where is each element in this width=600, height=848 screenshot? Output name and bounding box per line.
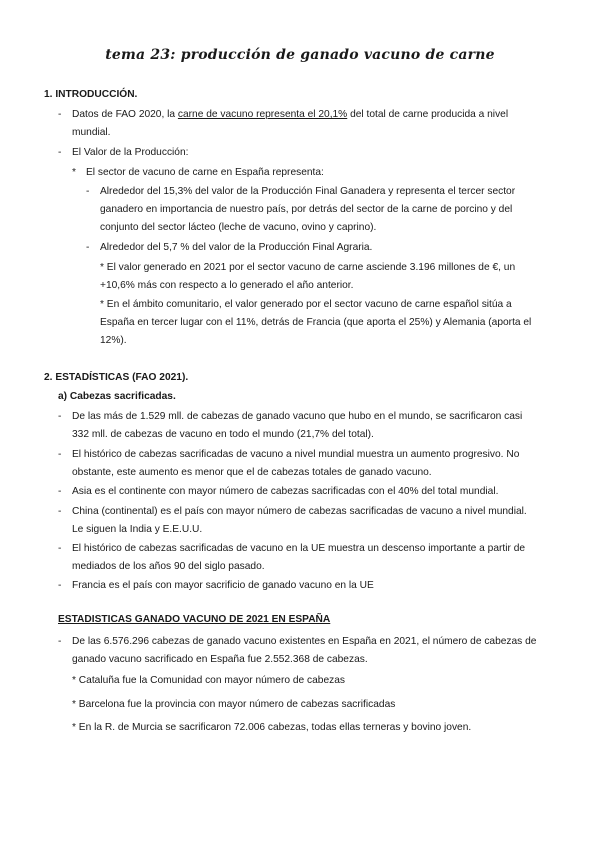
stats-item-line: Asia es el continente con mayor número de cabezas sacrificadas con el 40% del total mundial. [72,486,499,497]
intro-sub-pfg-line: conjunto del sector lácteo (leche de vacuno, ovino y caprino). [100,222,377,233]
stats-item [72,503,572,539]
intro-sub-pfg [100,183,570,237]
stats-item-line: El histórico de cabezas sacrificadas de vacuno en la UE muestra un descenso importante a partir de [72,543,526,554]
dash-bullet: - [58,486,62,497]
intro-note-eu-ranking [100,296,570,350]
dash-bullet: - [86,242,90,253]
intro-sub-pfg-line: ganadero en importancia de nuestro país, por detrás del sector de la carne de porcino y del [100,204,513,215]
section-2-heading: 2. ESTADÍSTICAS (FAO 2021). [44,372,189,383]
spain-note: * Barcelona fue la provincia con mayor número de cabezas sacrificadas [72,699,396,710]
stats-item-line: obstante, este aumento es menor que el de cabezas totales de ganado vacuno. [72,467,432,478]
spain-note: * Cataluña fue la Comunidad con mayor número de cabezas [72,675,345,686]
spain-stats-item [72,633,577,669]
note-line: * En el ámbito comunitario, el valor generado por el sector vacuno de carne español sitúa a [100,299,512,310]
spain-stats-line: De las 6.576.296 cabezas de ganado vacuno existentes en España en 2021, el número de cabezas de [72,636,537,647]
dash-bullet: - [58,449,62,460]
page-title: tema 23: producción de ganado vacuno de carne [105,47,495,63]
stats-item [72,483,572,501]
stats-item-line: El histórico de cabezas sacrificadas de vacuno a nivel mundial muestra un aumento progresivo. No [72,449,520,460]
dash-bullet: - [58,147,62,158]
section-1-heading: 1. INTRODUCCIÓN. [44,89,138,100]
stats-item-line: De las más de 1.529 mll. de cabezas de ganado vacuno que hubo en el mundo, se sacrificaron casi [72,411,523,422]
intro-sub-pfg-line: Alrededor del 15,3% del valor de la Producción Final Ganadera y representa el tercer sector [100,186,516,197]
intro-sub-pfa: Alrededor del 5,7 % del valor de la Producción Final Agraria. [100,242,373,253]
note-line: * El valor generado en 2021 por el sector vacuno de carne asciende 3.196 millones de €, un [100,262,516,273]
spain-note: * En la R. de Murcia se sacrificaron 72.006 cabezas, todas ellas terneras y bovino joven. [72,722,472,733]
star-bullet: * [72,167,76,178]
dash-bullet: - [86,186,90,197]
intro-item-fao-post: del total de carne producida a nivel [347,109,509,120]
section-2-subheading: a) Cabezas sacrificadas. [58,391,176,402]
intro-item-fao-pre: Datos de FAO 2020, la [72,109,178,120]
dash-bullet: - [58,109,62,120]
note-line: 12%). [100,335,127,346]
intro-note-value-2021 [100,259,570,295]
stats-item-line: mediados de los años 90 del siglo pasado. [72,561,265,572]
stats-item [72,540,572,576]
intro-item-production-value: El Valor de la Producción: [72,147,189,158]
stats-item [72,446,572,482]
stats-item [72,408,572,444]
intro-item-fao [72,106,572,142]
stats-item [72,577,572,595]
stats-item-line: 332 mll. de cabezas de vacuno en todo el mundo (21,7% del total). [72,429,374,440]
dash-bullet: - [58,543,62,554]
dash-bullet: - [58,411,62,422]
note-line: +10,6% más con respecto a lo generado el año anterior. [100,280,354,291]
stats-item-line: Francia es el país con mayor sacrificio de ganado vacuno en la UE [72,580,374,591]
dash-bullet: - [58,506,62,517]
note-line: España en tercer lugar con el 11%, detrás de Francia (que aporta el 25%) y Alemania (aporta el [100,317,532,328]
stats-item-line: Le siguen la India y E.E.U.U. [72,524,203,535]
dash-bullet: - [58,636,62,647]
intro-item-fao-underlined: carne de vacuno representa el 20,1% [177,109,348,120]
stats-item-line: China (continental) es el país con mayor número de cabezas sacrificadas de vacuno a nivel mundial. [72,506,527,517]
spain-stats-line: ganado vacuno sacrificado en España fue 2.552.368 de cabezas. [72,654,368,665]
intro-sub-sector: El sector de vacuno de carne en España representa: [86,167,324,178]
intro-item-fao-line2: mundial. [72,127,111,138]
dash-bullet: - [58,580,62,591]
section-3-heading: ESTADISTICAS GANADO VACUNO DE 2021 EN ESPAÑA [58,614,331,625]
